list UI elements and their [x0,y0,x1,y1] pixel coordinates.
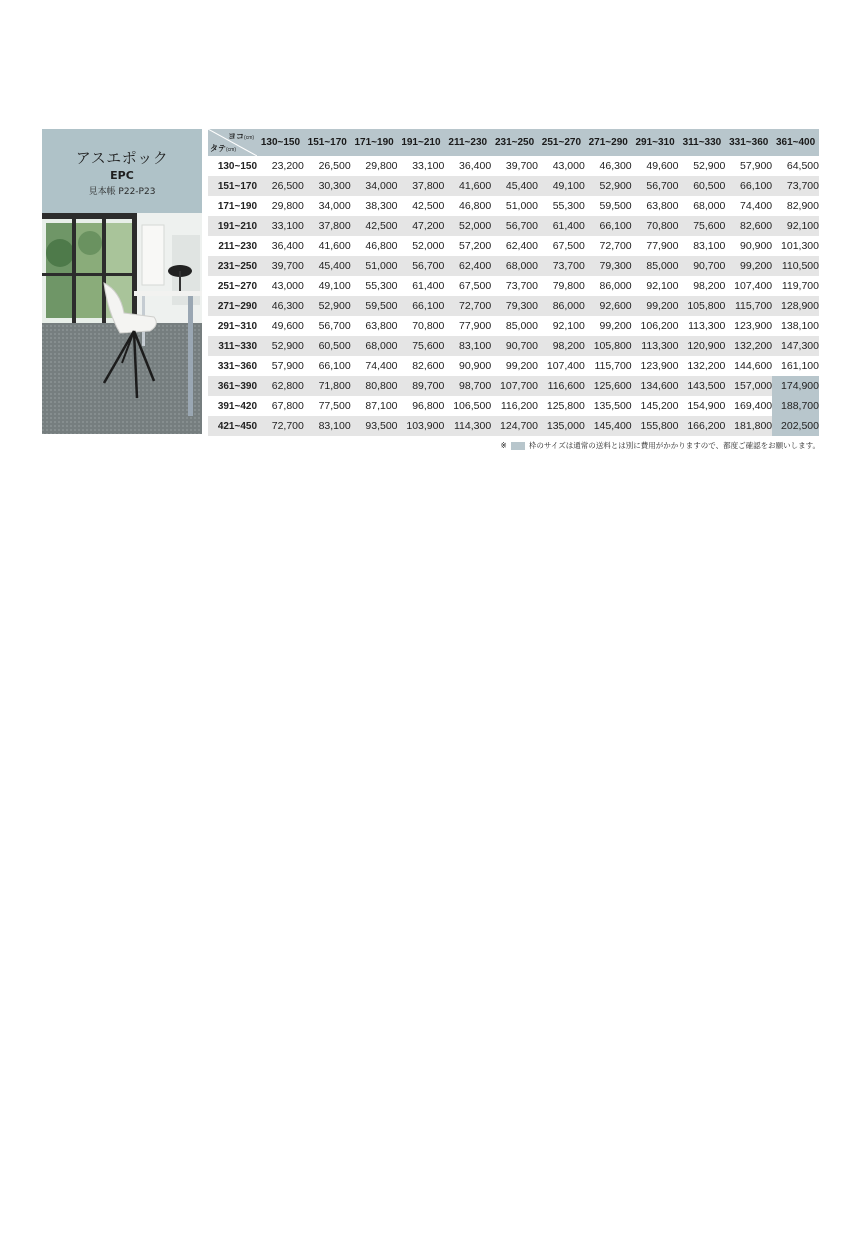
price-cell: 49,100 [304,276,351,296]
price-cell: 144,600 [725,356,772,376]
price-cell: 73,700 [491,276,538,296]
price-cell: 99,200 [725,256,772,276]
price-cell: 145,200 [632,396,679,416]
price-cell: 113,300 [632,336,679,356]
price-cell: 41,600 [304,236,351,256]
price-cell: 52,900 [678,156,725,176]
price-cell: 98,700 [444,376,491,396]
price-cell: 61,400 [398,276,445,296]
price-cell: 79,300 [491,296,538,316]
price-cell: 29,800 [257,196,304,216]
height-row-header: 391~420 [208,396,257,416]
price-cell: 49,100 [538,176,585,196]
highlight-swatch [511,442,525,450]
price-cell: 39,700 [257,256,304,276]
price-cell: 67,800 [257,396,304,416]
price-cell: 85,000 [632,256,679,276]
price-cell: 85,000 [491,316,538,336]
table-row [208,256,819,276]
price-cell: 51,000 [351,256,398,276]
price-cell: 71,800 [304,376,351,396]
price-cell: 166,200 [678,416,725,436]
width-header: 271~290 [585,129,632,156]
price-cell: 123,900 [725,316,772,336]
price-cell: 115,700 [585,356,632,376]
price-cell: 82,600 [398,356,445,376]
height-row-header: 171~190 [208,196,257,216]
price-cell: 46,300 [257,296,304,316]
note-mark: ※ [500,441,507,450]
price-cell: 92,100 [772,216,819,236]
table-row [208,336,819,356]
price-cell: 79,300 [585,256,632,276]
price-cell: 87,100 [351,396,398,416]
price-cell: 202,500 [772,416,819,436]
width-header: 171~190 [351,129,398,156]
price-cell: 99,200 [491,356,538,376]
height-row-header: 311~330 [208,336,257,356]
price-cell: 105,800 [585,336,632,356]
price-cell: 74,400 [725,196,772,216]
price-cell: 116,200 [491,396,538,416]
sample-book-reference: 見本帳 P22-P23 [88,187,156,197]
price-cell: 135,500 [585,396,632,416]
product-name: アスエポック [75,149,169,167]
price-cell: 68,000 [678,196,725,216]
table-row [208,316,819,336]
table-row [208,176,819,196]
price-cell: 106,500 [444,396,491,416]
price-cell: 70,800 [632,216,679,236]
price-cell: 93,500 [351,416,398,436]
size-corner-header [208,129,257,156]
price-cell: 68,000 [351,336,398,356]
price-cell: 63,800 [632,196,679,216]
width-header-row [208,129,819,156]
price-cell: 92,100 [632,276,679,296]
price-cell: 145,400 [585,416,632,436]
width-header: 151~170 [304,129,351,156]
width-header: 130~150 [257,129,304,156]
price-table-body [208,156,819,436]
price-cell: 92,100 [538,316,585,336]
price-cell: 125,600 [585,376,632,396]
price-cell: 82,600 [725,216,772,236]
price-cell: 59,500 [351,296,398,316]
price-cell: 83,100 [678,236,725,256]
price-cell: 61,400 [538,216,585,236]
height-row-header: 231~250 [208,256,257,276]
price-cell: 64,500 [772,156,819,176]
product-code: EPC [110,169,134,182]
price-cell: 75,600 [398,336,445,356]
price-cell: 116,600 [538,376,585,396]
price-cell: 34,000 [351,176,398,196]
price-cell: 49,600 [257,316,304,336]
price-cell: 57,900 [725,156,772,176]
price-cell: 72,700 [444,296,491,316]
price-cell: 77,900 [632,236,679,256]
price-cell: 128,900 [772,296,819,316]
price-cell: 99,200 [585,316,632,336]
price-cell: 75,600 [678,216,725,236]
price-cell: 83,100 [444,336,491,356]
product-panel [42,129,202,434]
price-cell: 101,300 [772,236,819,256]
price-cell: 86,000 [585,276,632,296]
price-cell: 52,000 [444,216,491,236]
price-cell: 66,100 [725,176,772,196]
price-cell: 98,200 [538,336,585,356]
price-cell: 46,300 [585,156,632,176]
price-cell: 43,000 [538,156,585,176]
price-cell: 60,500 [304,336,351,356]
price-cell: 56,700 [632,176,679,196]
width-header: 251~270 [538,129,585,156]
height-row-header: 361~390 [208,376,257,396]
price-cell: 155,800 [632,416,679,436]
height-row-header: 331~360 [208,356,257,376]
price-cell: 135,000 [538,416,585,436]
price-cell: 72,700 [585,236,632,256]
price-cell: 74,400 [351,356,398,376]
width-header: 191~210 [398,129,445,156]
price-cell: 59,500 [585,196,632,216]
table-row [208,396,819,416]
price-cell: 115,700 [725,296,772,316]
price-cell: 138,100 [772,316,819,336]
price-cell: 70,800 [398,316,445,336]
price-cell: 36,400 [257,236,304,256]
price-cell: 46,800 [351,236,398,256]
price-cell: 92,600 [585,296,632,316]
price-cell: 36,400 [444,156,491,176]
height-row-header: 211~230 [208,236,257,256]
price-cell: 161,100 [772,356,819,376]
table-row [208,416,819,436]
price-cell: 105,800 [678,296,725,316]
price-cell: 106,200 [632,316,679,336]
width-header: 361~400 [772,129,819,156]
price-cell: 120,900 [678,336,725,356]
price-cell: 73,700 [538,256,585,276]
price-cell: 62,400 [491,236,538,256]
height-row-header: 271~290 [208,296,257,316]
price-table [208,129,819,436]
footnote [501,440,820,451]
price-cell: 80,800 [351,376,398,396]
price-cell: 60,500 [678,176,725,196]
price-cell: 37,800 [398,176,445,196]
price-cell: 66,100 [585,216,632,236]
table-row [208,356,819,376]
price-cell: 119,700 [772,276,819,296]
width-header: 331~360 [725,129,772,156]
price-cell: 90,900 [444,356,491,376]
price-cell: 132,200 [678,356,725,376]
price-cell: 89,700 [398,376,445,396]
note-text: 枠のサイズは通常の送料とは別に費用がかかりますので、都度ご確認をお願いします。 [528,441,820,450]
price-cell: 38,300 [351,196,398,216]
price-cell: 73,700 [772,176,819,196]
price-cell: 66,100 [398,296,445,316]
price-cell: 174,900 [772,376,819,396]
price-cell: 154,900 [678,396,725,416]
price-cell: 68,000 [491,256,538,276]
height-row-header: 151~170 [208,176,257,196]
price-cell: 52,000 [398,236,445,256]
width-header: 311~330 [678,129,725,156]
price-cell: 26,500 [257,176,304,196]
price-cell: 90,700 [491,336,538,356]
price-cell: 62,800 [257,376,304,396]
price-cell: 79,800 [538,276,585,296]
height-row-header: 130~150 [208,156,257,176]
price-cell: 188,700 [772,396,819,416]
price-cell: 51,000 [491,196,538,216]
price-cell: 107,400 [538,356,585,376]
price-cell: 107,700 [491,376,538,396]
price-cell: 113,300 [678,316,725,336]
width-axis-label: ヨコ(cm) [228,132,255,141]
table-row [208,236,819,256]
price-cell: 96,800 [398,396,445,416]
price-cell: 169,400 [725,396,772,416]
price-cell: 67,500 [444,276,491,296]
price-cell: 30,300 [304,176,351,196]
price-cell: 41,600 [444,176,491,196]
table-row [208,296,819,316]
price-cell: 42,500 [351,216,398,236]
width-header: 291~310 [632,129,679,156]
price-cell: 23,200 [257,156,304,176]
height-axis-label: タテ(cm) [210,144,236,153]
price-cell: 62,400 [444,256,491,276]
price-cell: 37,800 [304,216,351,236]
price-cell: 33,100 [257,216,304,236]
price-cell: 52,900 [257,336,304,356]
price-cell: 82,900 [772,196,819,216]
table-row [208,156,819,176]
price-cell: 66,100 [304,356,351,376]
price-cell: 72,700 [257,416,304,436]
price-cell: 123,900 [632,356,679,376]
price-cell: 57,200 [444,236,491,256]
price-cell: 55,300 [351,276,398,296]
price-cell: 124,700 [491,416,538,436]
price-cell: 157,000 [725,376,772,396]
price-cell: 47,200 [398,216,445,236]
price-cell: 56,700 [491,216,538,236]
price-cell: 134,600 [632,376,679,396]
price-cell: 26,500 [304,156,351,176]
price-cell: 67,500 [538,236,585,256]
price-cell: 83,100 [304,416,351,436]
height-row-header: 191~210 [208,216,257,236]
price-cell: 114,300 [444,416,491,436]
price-cell: 45,400 [304,256,351,276]
price-cell: 107,400 [725,276,772,296]
price-cell: 33,100 [398,156,445,176]
table-row [208,196,819,216]
price-cell: 39,700 [491,156,538,176]
table-row [208,276,819,296]
price-cell: 143,500 [678,376,725,396]
price-cell: 45,400 [491,176,538,196]
price-cell: 90,700 [678,256,725,276]
price-cell: 99,200 [632,296,679,316]
table-row [208,376,819,396]
price-cell: 52,900 [304,296,351,316]
price-cell: 90,900 [725,236,772,256]
price-cell: 34,000 [304,196,351,216]
table-row [208,216,819,236]
product-title-block [42,129,202,213]
height-row-header: 421~450 [208,416,257,436]
price-cell: 42,500 [398,196,445,216]
price-cell: 125,800 [538,396,585,416]
price-cell: 147,300 [772,336,819,356]
price-cell: 46,800 [444,196,491,216]
height-row-header: 251~270 [208,276,257,296]
price-cell: 63,800 [351,316,398,336]
price-cell: 29,800 [351,156,398,176]
price-cell: 86,000 [538,296,585,316]
price-cell: 181,800 [725,416,772,436]
price-cell: 77,900 [444,316,491,336]
price-cell: 49,600 [632,156,679,176]
price-cell: 56,700 [304,316,351,336]
price-cell: 132,200 [725,336,772,356]
price-cell: 110,500 [772,256,819,276]
price-cell: 43,000 [257,276,304,296]
price-cell: 55,300 [538,196,585,216]
price-cell: 57,900 [257,356,304,376]
price-cell: 77,500 [304,396,351,416]
width-header: 231~250 [491,129,538,156]
price-cell: 98,200 [678,276,725,296]
height-row-header: 291~310 [208,316,257,336]
price-cell: 56,700 [398,256,445,276]
width-header: 211~230 [444,129,491,156]
price-cell: 103,900 [398,416,445,436]
interior-photo [42,213,202,434]
price-cell: 52,900 [585,176,632,196]
